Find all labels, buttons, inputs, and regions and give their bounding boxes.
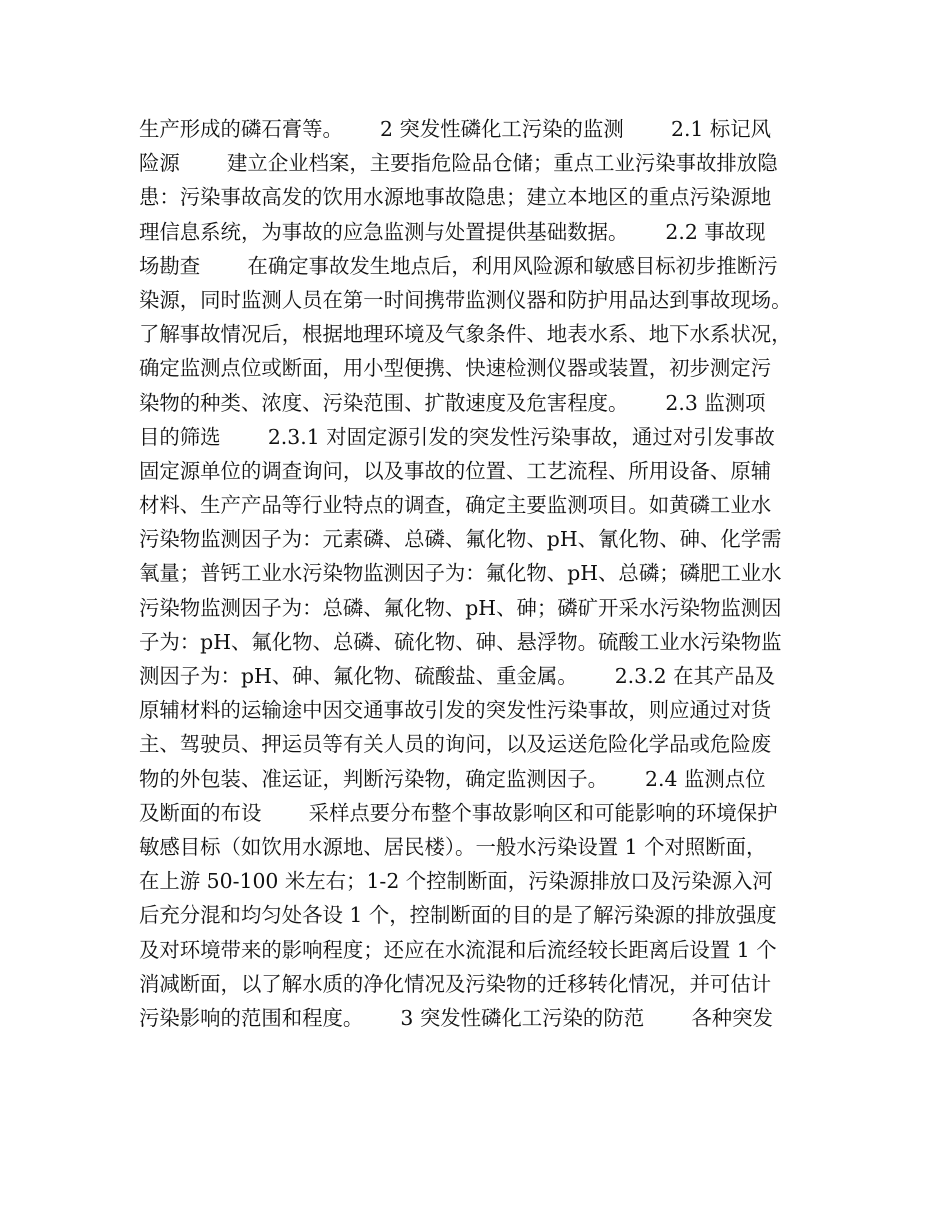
text-line: 主、驾驶员、押运员等有关人员的询问，以及运送危险化学品或危险废 — [139, 732, 772, 757]
text-line: 消减断面，以了解水质的净化情况及污染物的迁移转化情况，并可估计 — [139, 971, 772, 996]
text-line: 污染物监测因子为：元素磷、总磷、氟化物、pH、氰化物、砷、化学需 — [139, 527, 782, 552]
text-line: 场勘查 在确定事故发生地点后，利用风险源和敏感目标初步推断污 — [139, 253, 778, 278]
text-line: 理信息系统，为事故的应急监测与处置提供基础数据。 2.2 事故现 — [139, 219, 766, 244]
text-line: 染物的种类、浓度、污染范围、扩散速度及危害程度。 2.3 监测项 — [139, 390, 766, 415]
text-line: 子为：pH、氟化物、总磷、硫化物、砷、悬浮物。硫酸工业水污染物监 — [139, 629, 782, 654]
text-line: 固定源单位的调查询问，以及事故的位置、工艺流程、所用设备、原辅 — [139, 458, 772, 483]
text-line: 原辅材料的运输途中因交通事故引发的突发性污染事故，则应通过对货 — [139, 698, 772, 723]
text-line: 险源 建立企业档案，主要指危险品仓储；重点工业污染事故排放隐 — [139, 151, 778, 176]
text-line: 确定监测点位或断面，用小型便携、快速检测仪器或装置，初步测定污 — [139, 356, 772, 381]
text-line: 目的筛选 2.3.1 对固定源引发的突发性污染事故，通过对引发事故 — [139, 424, 775, 449]
text-line: 患：污染事故高发的饮用水源地事故隐患；建立本地区的重点污染源地 — [139, 185, 772, 210]
text-line: 及对环境带来的影响程度；还应在水流混和后流经较长距离后设置 1 个 — [139, 937, 777, 962]
text-line: 材料、生产产品等行业特点的调查，确定主要监测项目。如黄磷工业水 — [139, 493, 772, 518]
text-line: 氧量；普钙工业水污染物监测因子为：氟化物、pH、总磷；磷肥工业水 — [139, 561, 782, 586]
text-line: 及断面的布设 采样点要分布整个事故影响区和可能影响的环境保护 — [139, 800, 778, 825]
text-line: 污染影响的范围和程度。 3 突发性磷化工污染的防范 各种突发 — [139, 1005, 773, 1030]
text-line: 生产形成的磷石膏等。 2 突发性磷化工污染的监测 2.1 标记风 — [139, 117, 772, 141]
body-text — [139, 112, 839, 1035]
text-line: 污染物监测因子为：总磷、氟化物、pH、砷；磷矿开采水污染物监测因 — [139, 595, 782, 620]
text-line: 了解事故情况后，根据地理环境及气象条件、地表水系、地下水系状况， — [139, 322, 792, 347]
text-line: 物的外包装、准运证，判断污染物，确定监测因子。 2.4 监测点位 — [139, 766, 766, 791]
text-line: 在上游 50-100 米左右；1-2 个控制断面，污染源排放口及污染源入河 — [139, 869, 773, 894]
text-line: 后充分混和均匀处各设 1 个，控制断面的目的是了解污染源的排放强度 — [139, 903, 777, 928]
text-line: 染源，同时监测人员在第一时间携带监测仪器和防护用品达到事故现场。 — [139, 287, 792, 312]
text-line: 敏感目标（如饮用水源地、居民楼）。一般水污染设置 1 个对照断面， — [139, 834, 767, 859]
text-line: 测因子为：pH、砷、氟化物、硫酸盐、重金属。 2.3.2 在其产品及 — [139, 664, 776, 688]
